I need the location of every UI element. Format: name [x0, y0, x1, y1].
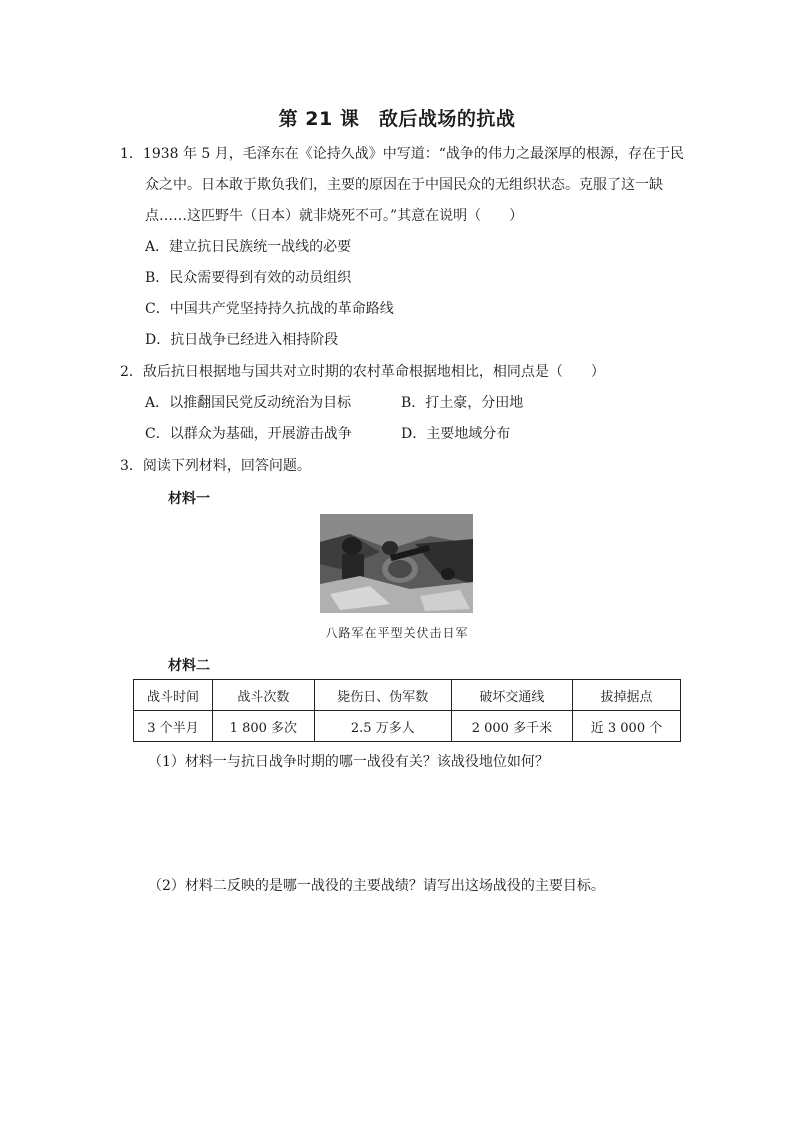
q1-option-c: C．中国共产党坚持持久抗战的革命路线 — [145, 301, 394, 317]
table-header-cell: 战斗次数 — [212, 680, 314, 711]
q2-option-b: B．打土豪，分田地 — [401, 395, 524, 411]
page-title: 第 21 课 敌后战场的抗战 — [278, 108, 516, 130]
table-row — [134, 711, 681, 742]
photo-caption: 八路军在平型关伏击日军 — [325, 626, 469, 640]
table-header-cell: 破坏交通线 — [451, 680, 572, 711]
q2-option-d: D．主要地域分布 — [401, 426, 511, 442]
q3-sub-question-1: （1）材料一与抗日战争时期的哪一战役有关？该战役地位如何？ — [148, 754, 549, 770]
table-cell: 3 个半月 — [134, 711, 213, 742]
table-header-cell: 毙伤日、伪军数 — [314, 680, 451, 711]
table-header-row — [134, 680, 681, 711]
q1-line-3: 点……这匹野牛（日本）就非烧死不可。”其意在说明（ ） — [145, 208, 524, 224]
q2-stem: 2．敌后抗日根据地与国共对立时期的农村革命根据地相比，相同点是（ ） — [120, 364, 605, 380]
q2-option-c: C．以群众为基础，开展游击战争 — [145, 426, 352, 442]
q1-line-1: 1．1938 年 5 月，毛泽东在《论持久战》中写道：“战争的伟力之最深厚的根源，存在于民 — [120, 146, 684, 162]
q2-option-a: A．以推翻国民党反动统治为目标 — [145, 395, 352, 411]
battle-stats-table — [133, 679, 681, 742]
q1-option-a: A．建立抗日民族统一战线的必要 — [145, 239, 352, 255]
table-cell: 2.5 万多人 — [314, 711, 451, 742]
table-cell: 2 000 多千米 — [451, 711, 572, 742]
material-1-label: 材料一 — [168, 491, 210, 507]
q3-stem: 3．阅读下列材料，回答问题。 — [120, 458, 311, 474]
table-cell: 1 800 多次 — [212, 711, 314, 742]
q1-option-d: D．抗日战争已经进入相持阶段 — [145, 332, 339, 348]
table-header-cell: 拔掉据点 — [572, 680, 680, 711]
q1-line-2: 众之中。日本敢于欺负我们，主要的原因在于中国民众的无组织状态。克服了这一缺 — [145, 177, 663, 193]
q1-option-b: B．民众需要得到有效的动员组织 — [145, 270, 352, 286]
table-cell: 近 3 000 个 — [572, 711, 680, 742]
material-2-label: 材料二 — [168, 658, 210, 674]
q3-sub-question-2: （2）材料二反映的是哪一战役的主要战绩？请写出这场战役的主要目标。 — [148, 878, 605, 894]
table-header-cell: 战斗时间 — [134, 680, 213, 711]
battle-photo — [320, 514, 473, 613]
